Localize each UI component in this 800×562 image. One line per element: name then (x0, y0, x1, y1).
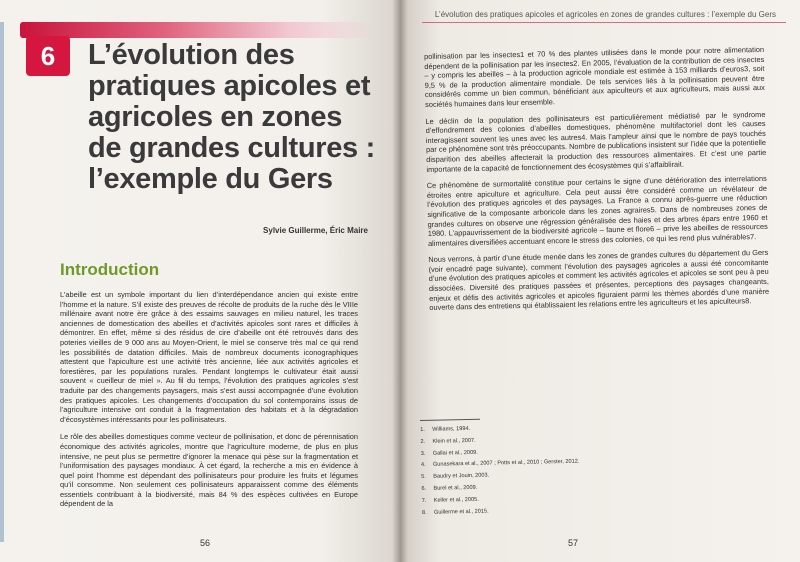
footnotes (420, 413, 742, 519)
book-gutter (392, 0, 408, 562)
footnote: 4. Gunasekara et al., 2007 ; Potts et al., 2010 ; Gerster, 2012. (420, 459, 580, 469)
paragraph: Nous verrons, à partir d’une étude menée dans les zones de grandes cultures du département du Gers (voir encadré page suivante), comment l’évolution des paysages agricoles a aussi été concomitante d’une évolution des pratiques apicoles et comment les activités agricoles et apicoles se sont peu à peu dissociées. Diversité des pratiques passées et présentes, perceptions des paysages changeants, enjeux et défis des activités agricoles et apicoles figuraient parmi les thèmes abordés d’une manière ouverte dans des entretiens qui établissaient les relations entre les agriculteurs et les apiculteurs8. (428, 248, 770, 313)
chapter-authors: Sylvie Guillerme, Éric Maire (263, 226, 368, 235)
paragraph: pollinisation par les insectes1 et 70 % des plantes utilisées dans le monde pour notre alimentation dépendent de la pollinisation par les insectes2. En 2005, l’évaluation de la contribution de ces insectes – y compris les abeilles – à la production agricole mondiale est estimée à 153 milliards d’euros3, soit 9,5 % de la production alimentaire mondiale. De tels services liés à la pollinisation peuvent être considérés comme un bien commun, bénéficiant aux apiculteurs et aux agriculteurs, mais aussi aux sociétés humaines dans leur ensemble. (424, 44, 765, 109)
page-number: 57 (568, 538, 579, 548)
margin-stripe (0, 22, 4, 542)
footnote: 2. Klein et al., 2007. (420, 437, 476, 445)
footnote: 8. Guillerme et al., 2015. (421, 508, 489, 516)
footnote: 3. Gallai et al., 2009. (420, 449, 478, 457)
page-number: 56 (200, 538, 211, 548)
chapter-number-badge: 6 (26, 36, 70, 76)
chapter-title: L’évolution des pratiques apicoles et agricoles en zones de grandes cultures : l’exemple du Gers (88, 39, 375, 195)
section-heading: Introduction (60, 260, 160, 279)
right-page (400, 0, 800, 562)
left-body-text (60, 290, 358, 517)
footnote-rule (420, 419, 480, 421)
chapter-header-bar (20, 22, 380, 38)
paragraph: Ce phénomène de surmortalité constitue pour certains le signe d’une détérioration des interrelations étroites entre apiculture et agriculture. Cela peut aussi être considéré comme un révélateur de l’évolution des pratiques agricoles et des paysages. La France a connu après-guerre une réduction significative de la composante arboricole dans les zones agraires5. Dans de nombreuses zones de grandes cultures on observe une régression généralisée des haies et des arbres épars entre 1960 et 1980. L’appauvrissement de la biodiversité agricole – faune et flore6 – prive les abeilles de ressources alimentaires diversifiées accentuant encore le stress des colonies, ce qui les rend plus vulnérables7. (426, 173, 768, 248)
right-body-text (424, 45, 770, 320)
header-rule (422, 22, 786, 23)
paragraph: Le déclin de la population des pollinisateurs est particulièrement médiatisé par le syndrome d’effondrement des colonies d’abeilles domestiques, phénomène multifactoriel dont les causes interagissent souvent les unes avec les autres4. Mais l’ampleur ainsi que le nombre de pays touchés par ce phénomène sont très préoccupants. Nombre de publications insistent sur l’idée que la potentielle disparition des abeilles affecterait la production des ressources alimentaires. Et c’est une partie importante de la capacité de fonctionnement des écosystèmes qui s’affaiblirait. (425, 109, 767, 174)
footnote: 5. Baudry et Jouin, 2003. (421, 472, 490, 481)
paragraph: L’abeille est un symbole important du lien d’interdépendance ancien qui existe entre l’homme et la nature. S’il existe des preuves de récolte de produits de la ruche dès le VIIIe millénaire avant notre ère grâce à des essaims sauvages en milieu naturel, les traces anciennes de domestication des abeilles et d’activités apicoles sont rares et difficiles à démontrer. En effet, même si des résidus de cire d’abeille ont été retrouvés dans des poteries vieilles de 9 000 ans au Moyen-Orient, le miel se conserve très mal ce qui rend les possibilités de datation difficiles. Mais de nombreux documents iconographiques attestent que l’apiculture est une activité très ancienne, liée aux activités agricoles et forestières, par les populations rurales. Pendant longtemps le cultivateur était aussi souvent « cueilleur de miel ». Au fil du temps, l’évolution des pratiques agricoles s’est traduite par des changements paysagers, mais s’est aussi accompagnée d’une évolution des pratiques apicoles. Les changements d’occupation du sol contemporains issus de l’agriculture intensive ont conduit à la fragmentation des habitats et à la dégradation d’écosystèmes intéressants pour les pollinisateurs. (60, 290, 358, 424)
paragraph: Le rôle des abeilles domestiques comme vecteur de pollinisation, et donc de pérennisation économique des activités agricoles, montre que l’agriculture moderne, de plus en plus intensive, ne peut plus se permettre d’ignorer la menace qui pèse sur la fragmentation et l’uniformisation des paysages mondiaux. À cet égard, la recherche a mis en évidence à quel point l’homme est dépendant des pollinisateurs pour produire les fruits et légumes qu’il consomme. Non seulement ces pollinisateurs apparaissent comme des éléments essentiels contribuant à la biodiversité, mais 84 % des espèces cultivées en Europe dépendent de la (60, 432, 358, 509)
footnote: 1. Williams, 1994. (420, 425, 471, 433)
footnote: 6. Burel et al., 2009. (421, 484, 478, 492)
footnote: 7. Keller et al., 2005. (421, 496, 479, 504)
running-header: L’évolution des pratiques apicoles et agricoles en zones de grandes cultures : l’exemple du Gers (434, 10, 776, 19)
